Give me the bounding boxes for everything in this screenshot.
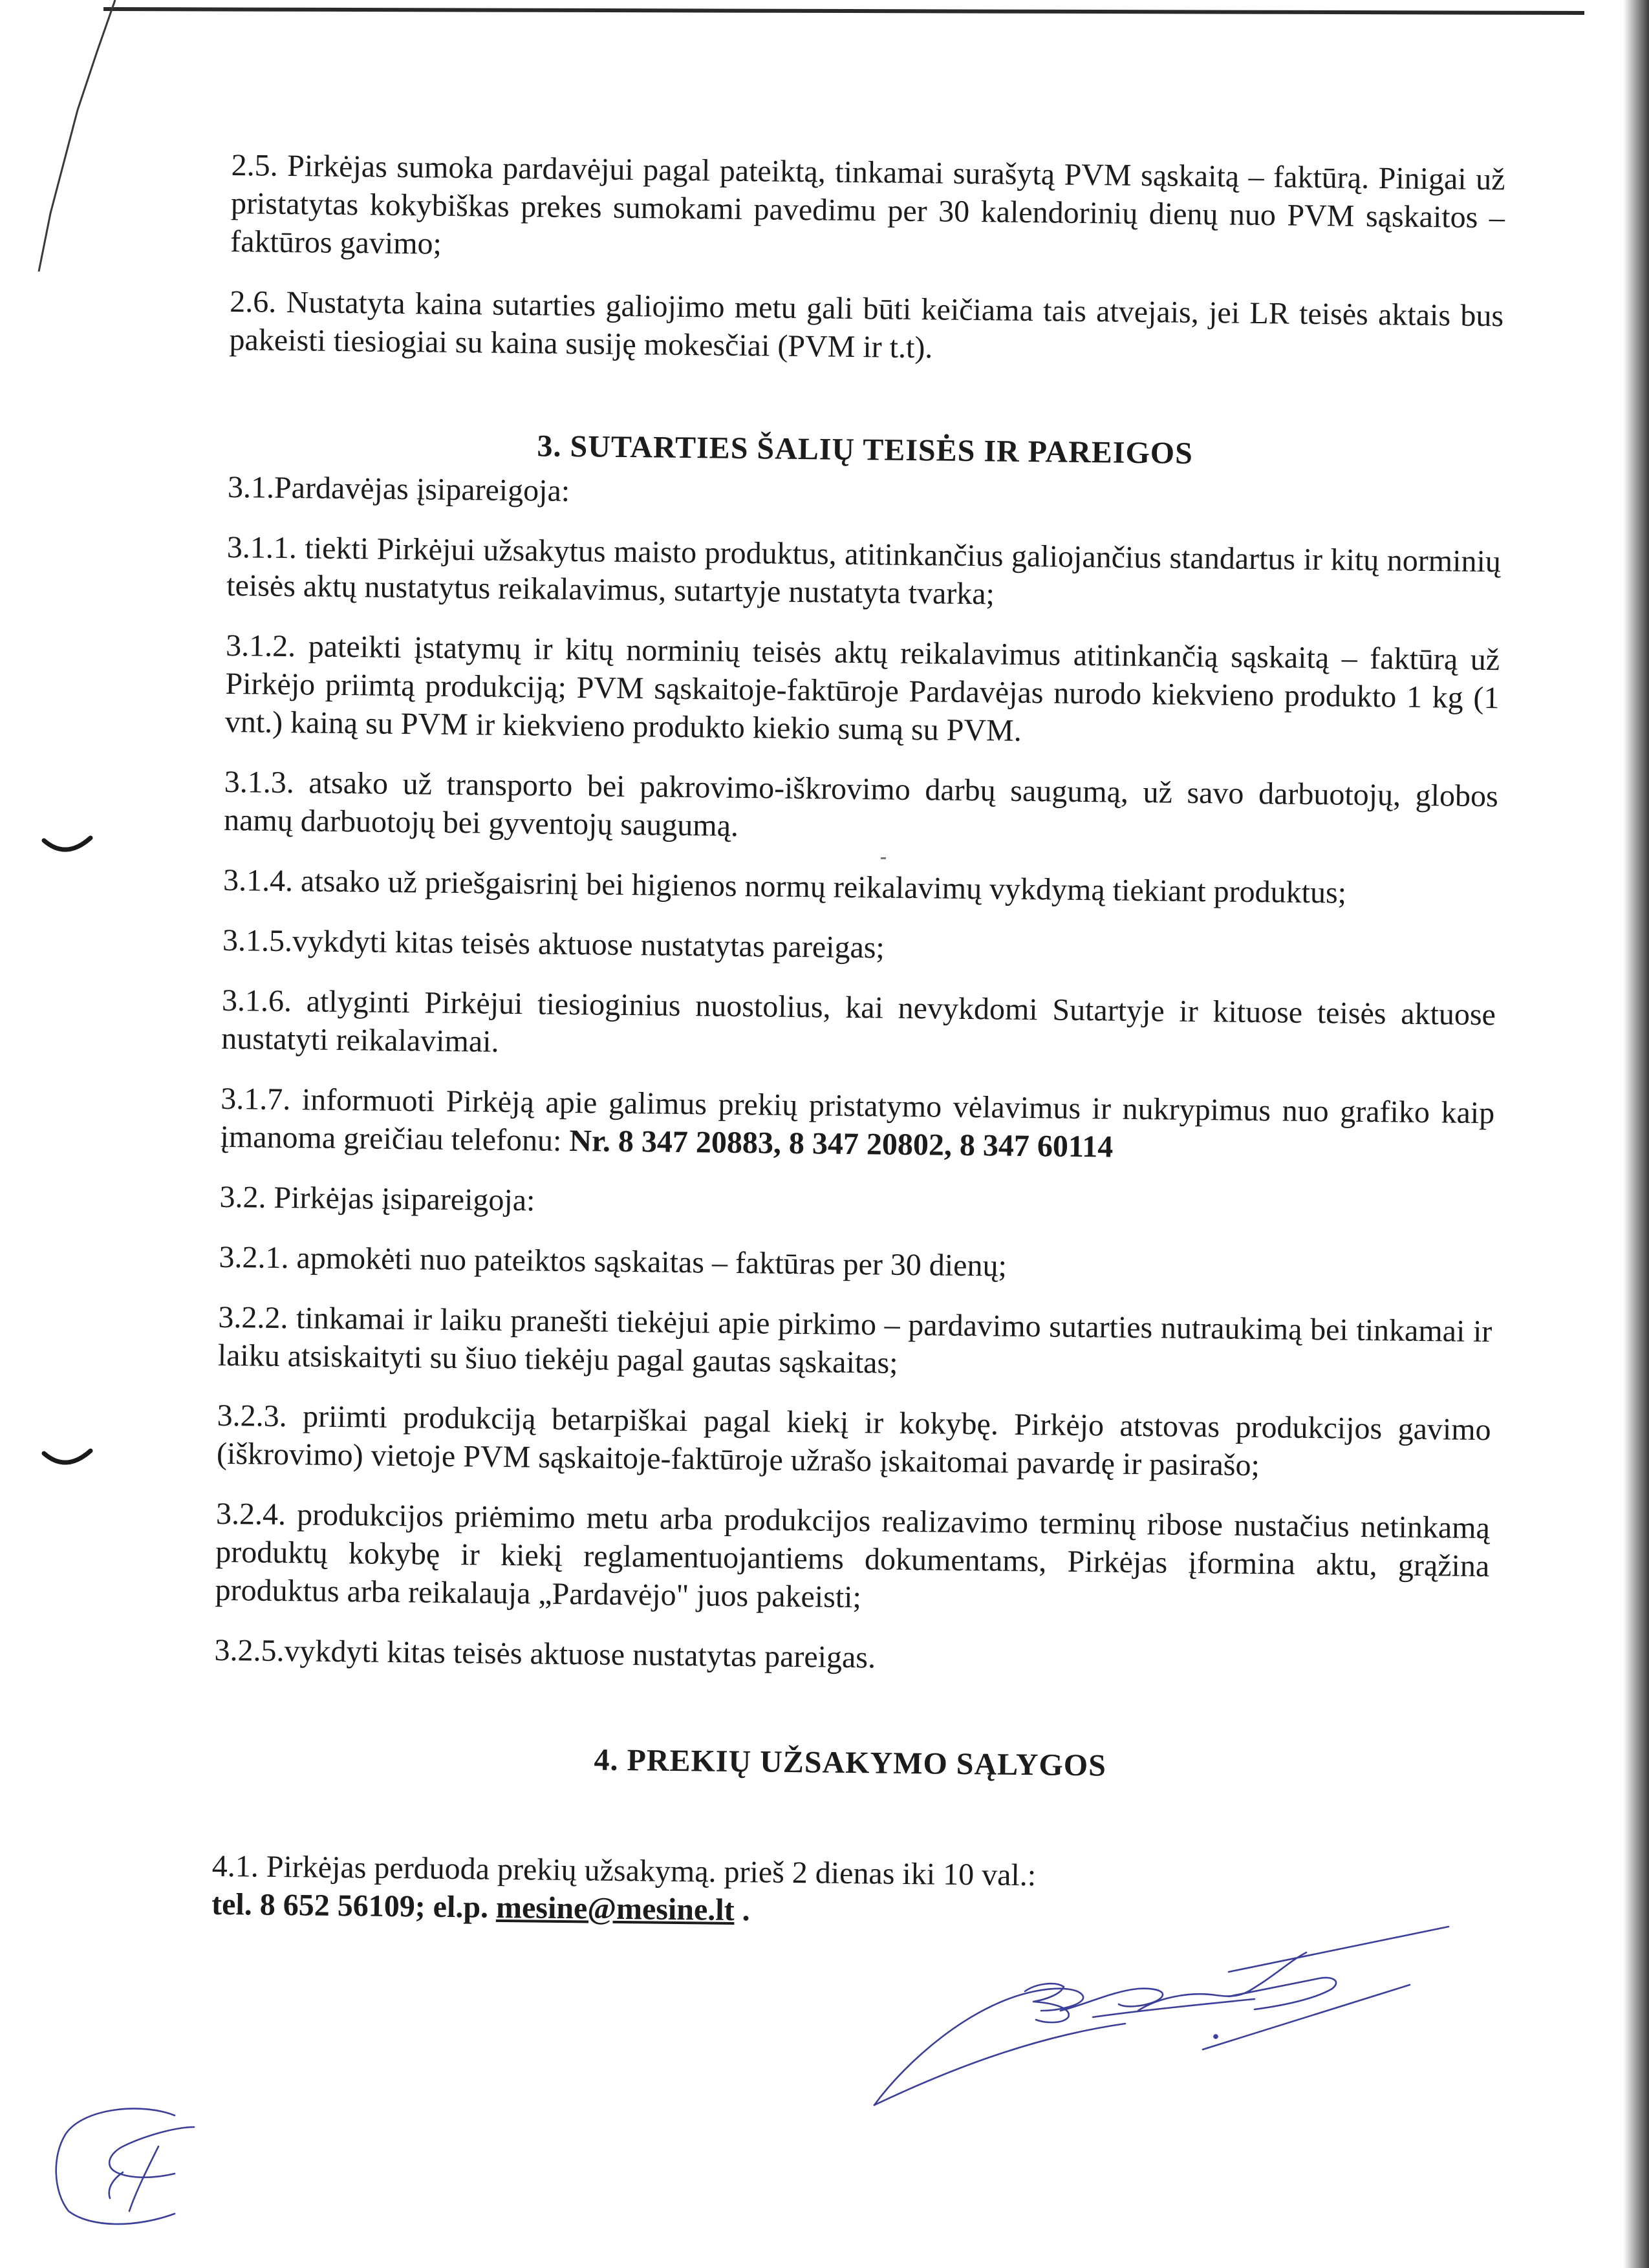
scan-right-edge (1623, 0, 1649, 2268)
initials-graphic (45, 2101, 252, 2231)
page-fold-line (0, 0, 129, 323)
clause-3-1-3: 3.1.3. atsako už transporto bei pakrovimo-iškrovimo darbų saugumą, už savo darbuotojų, globos namų darbuotojų bei gyventojų saugumą. (223, 764, 1499, 843)
scan-top-edge (103, 7, 1584, 15)
contact-email-link[interactable]: mesine@mesine.lt (495, 1890, 735, 1927)
clause-3-1-1: 3.1.1. tiekti Pirkėjui užsakytus maisto produktus, atitinkančius galiojančius standartus ir kitų norminių teisės aktų nustatytus reikalavimus, sutartyje nustatyta tvarka; (226, 530, 1502, 612)
clause-3-2-2: 3.2.2. tinkamai ir laiku pranešti tiekėjui apie pirkimo – pardavimo sutarties nutraukimą bei tinkamai ir laiku atsiskaityti su šiuo tiekėju pagal gautas sąskaitas; (217, 1300, 1493, 1380)
clause-3-1-6: 3.1.6. atlyginti Pirkėjui tiesioginius nuostolius, kai nevykdomi Sutartyje ir kituose teisės aktuose nustatyti reikalavimai. (221, 983, 1496, 1059)
contact-phone: tel. 8 652 56109; el.p. (211, 1887, 489, 1925)
clause-3-2-4: 3.2.4. produkcijos priėmimo metu arba produkcijos realizavimo terminų ribose nustačius netinkamą produktų kokybę ir kiekį reglamentuojantiems dokumentams, Pirkėjas įformina aktu, grąžina produktus arba reikalauja „Pardavėjo" juos pakeisti; (215, 1496, 1491, 1615)
clause-3-1: 3.1.Pardavėjas įsipareigoja: (227, 469, 570, 508)
clause-3-1-7-phones: Nr. 8 347 20883, 8 347 20802, 8 347 60114 (569, 1124, 1114, 1164)
clause-3-1-2: 3.1.2. pateikti įstatymų ir kitų norminių teisės aktų reikalavimus atitinkančią sąskaitą – faktūrą už Pirkėjo priimtą produkciją; PVM sąskaitoje-faktūroje Pardavėjas nurodo kiekvieno produkto 1 kg (1 vnt.) kainą su PVM ir kiekvieno produkto kiekio sumą su PVM. (224, 628, 1500, 748)
clause-3-1-7 (220, 1080, 1494, 1170)
clause-3-2-3: 3.2.3. priimti produkciją betarpiškai pagal kiekį ir kokybę. Pirkėjo atstovas produkcijos gavimo (iškrovimo) vietoje PVM sąskaitoje-faktūroje užrašo įskaitomai pavardę ir pasirašo; (216, 1398, 1491, 1483)
section-3-heading: 3. SUTARTIES ŠALIŲ TEISĖS IR PAREIGOS (537, 429, 1194, 471)
clause-4-1: 4.1. Pirkėjas perduoda prekių užsakymą. prieš 2 dienas iki 10 val.: (211, 1848, 1037, 1893)
clause-3-2-1: 3.2.1. apmokėti nuo pateiktos sąskaitas – faktūras per 30 dienų; (219, 1239, 1008, 1283)
punch-hole-mark-upper (40, 834, 94, 862)
clause-3-2-5: 3.2.5.vykdyti kitas teisės aktuose nustatytas pareigas. (214, 1632, 876, 1675)
clause-3-1-4: 3.1.4. atsako už priešgaisrinį bei higienos normų reikalavimų vykdymą tiekiant produktus; (222, 862, 1347, 910)
document-body (211, 146, 1505, 1960)
punch-hole-mark-lower (40, 1447, 94, 1475)
clause-3-1-5: 3.1.5.vykdyti kitas teisės aktuose nustatytas pareigas; (222, 923, 885, 965)
clause-2-5: 2.5. Pirkėjas sumoka pardavėjui pagal pateiktą, tinkamai surašytą PVM sąskaitą – faktūrą. Pinigai už pristatytas kokybiškas prekes sumokami pavedimu per 30 kalendorinių dienų nuo PVM sąskaitos – faktūros gavimo; (230, 147, 1505, 261)
clause-3-1-7-text: 3.1.7. informuoti Pirkėją apie galimus prekių pristatymo vėlavimus ir nukrypimus nuo grafiko kaip įmanoma greičiau telefonu: (220, 1081, 1495, 1158)
section-4-heading: 4. PREKIŲ UŽSAKYMO SĄLYGOS (594, 1742, 1107, 1783)
clause-2-6: 2.6. Nustatyta kaina sutarties galiojimo metu gali būti keičiama tais atvejais, jei LR teisės aktais bus pakeisti tiesiogiai su kaina susiję mokesčiai (PVM ir t.t). (229, 284, 1504, 365)
contact-suffix: . (742, 1893, 750, 1928)
clause-3-2: 3.2. Pirkėjas įsipareigoja: (219, 1179, 535, 1218)
